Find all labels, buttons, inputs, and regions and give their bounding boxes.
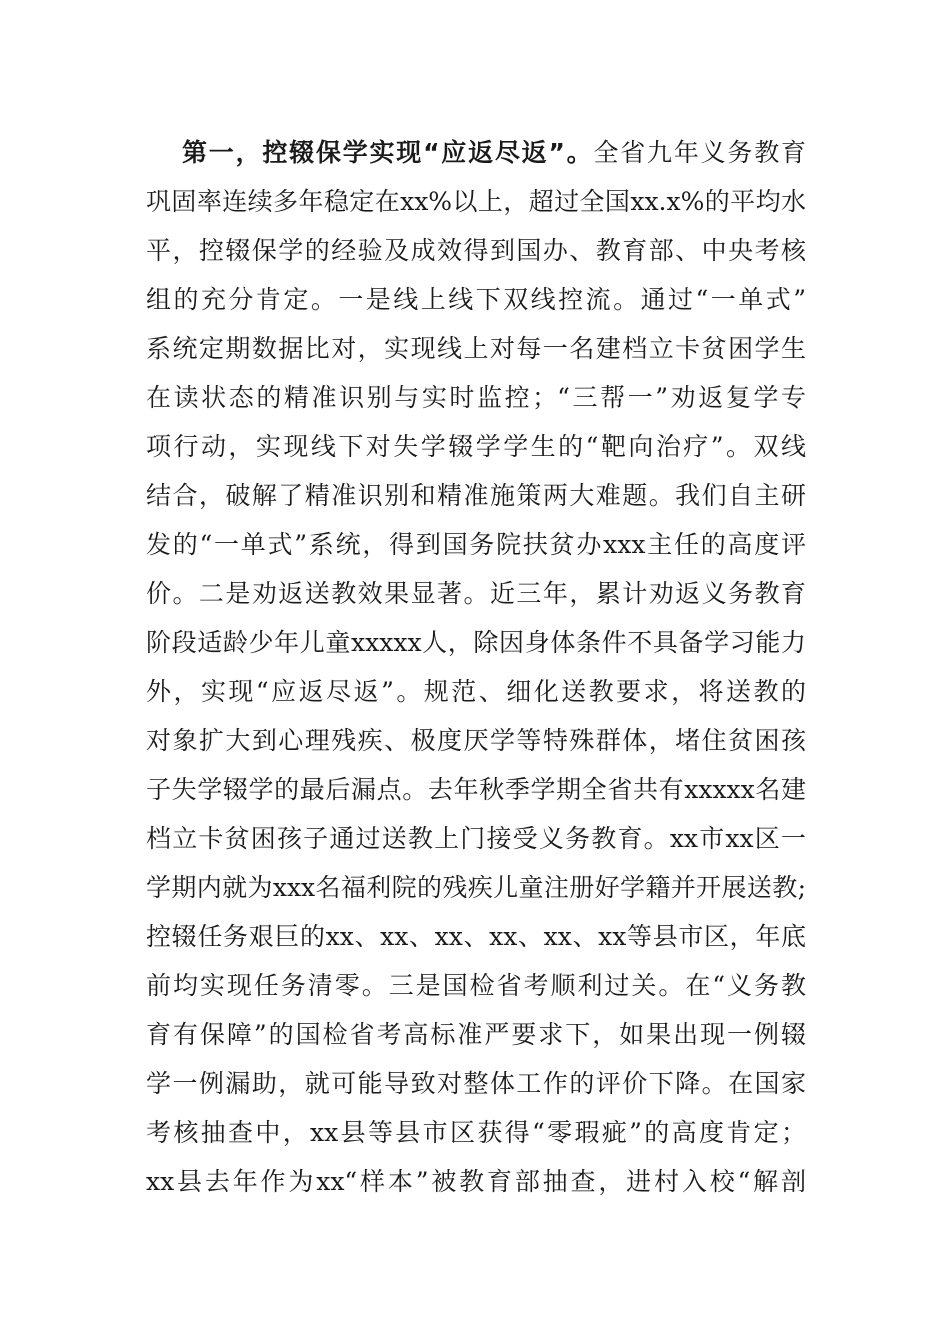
text-line: 考核抽查中，xx县等县市区获得“零瑕疵”的高度肯定； [146,1118,806,1147]
text-line: 子失学辍学的最后漏点。去年秋季学期全省共有xxxxx名建 [146,775,806,804]
body-text [146,128,806,1206]
text-line: 结合，破解了精准识别和精准施策两大难题。我们自主研 [146,481,806,510]
text-line: 在读状态的精准识别与实时监控；“三帮一”劝返复学专 [146,383,806,412]
text-line: 学一例漏助，就可能导致对整体工作的评价下降。在国家 [146,1069,806,1098]
text-line: 档立卡贫困孩子通过送教上门接受义务教育。xx市xx区一 [146,824,806,853]
text-line: xx县去年作为xx“样本”被教育部抽查，进村入校“解剖 [146,1167,806,1196]
text-line: 学期内就为xxx名福利院的残疾儿童注册好学籍并开展送教; [146,873,806,902]
text-line: 育有保障”的国检省考高标准严要求下，如果出现一例辍 [146,1020,806,1049]
section-heading: 第一，控辍保学实现“应返尽返”。 [182,138,594,167]
text-line: 巩固率连续多年稳定在xx%以上，超过全国xx.x%的平均水 [146,187,806,216]
text-line: 组的充分肯定。一是线上线下双线控流。通过“一单式” [146,285,806,314]
text-line: 控辍任务艰巨的xx、xx、xx、xx、xx、xx等县市区，年底 [146,922,806,951]
text-line: 价。二是劝返送教效果显著。近三年，累计劝返义务教育 [146,579,806,608]
text-line: 外，实现“应返尽返”。规范、细化送教要求，将送教的 [146,677,806,706]
text-line: 阶段适龄少年儿童xxxxx人，除因身体条件不具备学习能力 [146,628,806,657]
first-line-text: 全省九年义务教育 [593,138,806,167]
text-line: 发的“一单式”系统，得到国务院扶贫办xxx主任的高度评 [146,530,806,559]
paragraph-first-line [146,128,806,177]
text-line: 系统定期数据比对，实现线上对每一名建档立卡贫困学生 [146,334,806,363]
text-line: 对象扩大到心理残疾、极度厌学等特殊群体，堵住贫困孩 [146,726,806,755]
text-line: 平，控辍保学的经验及成效得到国办、教育部、中央考核 [146,236,806,265]
text-line: 前均实现任务清零。三是国检省考顺利过关。在“义务教 [146,971,806,1000]
text-line: 项行动，实现线下对失学辍学学生的“靶向治疗”。双线 [146,432,806,461]
